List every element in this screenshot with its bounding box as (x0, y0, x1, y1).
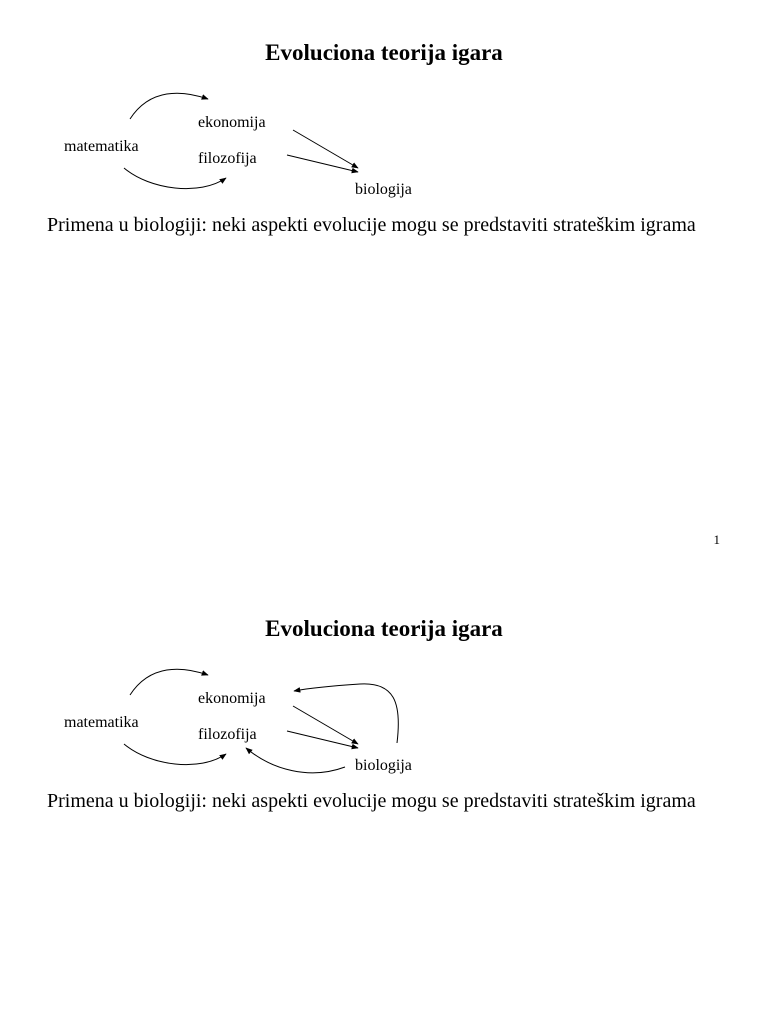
node-filozofija: filozofija (198, 150, 257, 167)
slide-title: Evoluciona teorija igara (265, 40, 503, 65)
arrow-matematika-filozofija (124, 744, 226, 765)
page-number: 1 (713, 532, 720, 547)
arrow-filozofija-biologija (287, 155, 358, 172)
node-ekonomija: ekonomija (198, 690, 266, 707)
node-filozofija: filozofija (198, 726, 257, 743)
slide-title: Evoluciona teorija igara (265, 616, 503, 641)
arrow-matematika-ekonomija (130, 93, 208, 119)
arrow-biologija-filozofija (246, 748, 345, 773)
node-biologija: biologija (355, 757, 412, 774)
node-ekonomija: ekonomija (198, 114, 266, 131)
arrow-biologija-ekonomija (294, 684, 398, 743)
arrow-ekonomija-biologija (293, 706, 358, 744)
slide-body-text: Primena u biologiji: neki aspekti evolucije mogu se predstaviti strateškim igrama (47, 790, 696, 812)
arrow-matematika-ekonomija (130, 669, 208, 695)
arrow-filozofija-biologija (287, 731, 358, 748)
node-biologija: biologija (355, 181, 412, 198)
slide-body-text: Primena u biologiji: neki aspekti evolucije mogu se predstaviti strateškim igrama (47, 214, 696, 236)
arrow-ekonomija-biologija (293, 130, 358, 168)
node-matematika: matematika (64, 714, 139, 731)
slide-2 (0, 576, 768, 1024)
node-matematika: matematika (64, 138, 139, 155)
arrow-matematika-filozofija (124, 168, 226, 189)
